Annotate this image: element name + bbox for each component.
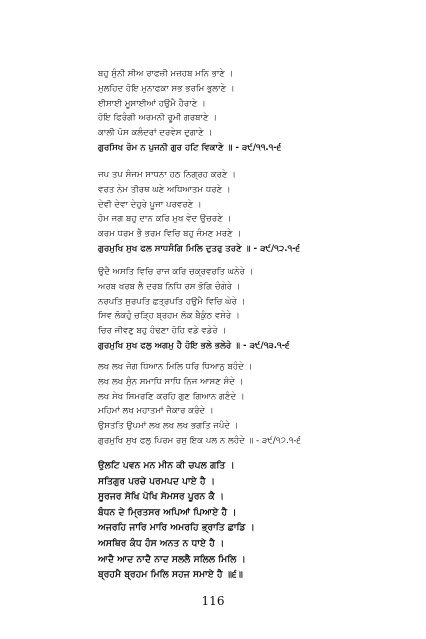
verse-line-closing: ਗੁਰਮੁਖਿ ਸੁਖ ਫਲ ਸਾਧਸੰਗਿ ਮਿਲਿ ਦੁਤਰੁ ਤਰਣੇ ॥ - ੩੯/੧੨.੧-੬ — [98, 243, 301, 254]
verse-line: ਕਾਲੀ ਪੋਸ ਕਲੰਦਰਾਂ ਦਰਵੇਸ ਦੁਗਾਣੇ । — [98, 128, 213, 139]
verse-line: ਅਜਰਹਿ ਜਾਰਿ ਮਾਰਿ ਅਮਰਹਿ ਭ੍ਰਾਤਿ ਛਾਡਿ । — [98, 522, 255, 534]
stanza-3 — [98, 265, 416, 354]
verse-line: ਜਪ ਤਪ ਸੰਜਮ ਸਾਧਨਾ ਹਠ ਨਿਗ੍ਰਹ ਕਰਣੇ । — [98, 170, 236, 180]
verse-line: ਚਿਰ ਜੀਵਣੁ ਬਹੁ ਹੰਢਣਾ ਹੋਹਿ ਵਡੇ ਵਡੇਰੇ । — [98, 326, 227, 337]
verse-line: ਸਤਿਗੁਰ ਪਰਚੇ ਪਰਮਪਦ ਪਾਏ ਹੈ । — [98, 475, 216, 487]
verse-line: ਉਦੈ ਅਸਤਿ ਵਿਚਿ ਰਾਜ ਕਰਿ ਚਕ੍ਰਵਰਤਿ ਘਨੇਰੇ । — [98, 267, 254, 277]
verse-line: ਆਦੈ ਆਦ ਨਾਦੈ ਨਾਦ ਸਲਲੈ ਸਲਿਲ ਮਿਲਿ । — [98, 553, 246, 565]
verse-line: ਈਸਾਈ ਮੂਸਾਈਆਂ ਹਉਮੈ ਹੈਰਾਣੇ । — [98, 98, 206, 109]
verse-line: ਵਰਤ ਨੇਮ ਤੀਰਥ ਘਣੇ ਅਧਿਆਤਮ ਧਰਣੇ । — [98, 184, 231, 195]
page-number: 116 — [201, 594, 225, 608]
verse-line: ਸੂਰਜਰ ਸੋਖਿ ਪੋਖਿ ਸੋਮਸਰ ਪੂਰਨ ਕੈ । — [98, 491, 225, 503]
verse-line: ਸਿਵ ਲੋਕਹੁੰ ਚੜ੍ਹਿ ਬ੍ਰਹਮ ਲੋਕ ਬੈਕੁੰਠ ਵਸੇਰੇ । — [98, 311, 240, 322]
stanza-2 — [98, 168, 416, 257]
stanza-4 — [98, 360, 416, 449]
verse-line: ਕਰਮ ਧਰਮ ਭੈ ਭਰਮ ਵਿਚਿ ਬਹੁ ਜੰਮਣ ਮਰਣੇ । — [98, 229, 242, 240]
verse-line: ਉਸਤਤਿ ਉਪਮਾਂ ਲਖ ਲਖ ਲਖ ਭਗਤਿ ਜਪੰਦੇ । — [98, 421, 239, 432]
verse-line: ਲਖ ਲਖ ਜੋਗ ਧਿਆਨ ਮਿਲਿ ਧਰਿ ਧਿਆਨੁ ਬਹੰਦੇ । — [98, 362, 253, 372]
verse-line: ਉਲਟਿ ਪਵਨ ਮਨ ਮੀਨ ਕੀ ਚਪਲ ਗਤਿ । — [98, 460, 235, 471]
verse-line-closing: ਗੁਰਮੁਖਿ ਸੁਖ ਫਲੁ ਪਿਰਮ ਰਸੁ ਇਕ ਪਲ ਨ ਲਹੰਦੇ ॥ - ੩੯/੧੭.੧-੬ — [98, 435, 301, 446]
verse-line: ਦੇਵੀ ਦੇਵਾ ਦੇਹੁਰੇ ਪੂਜਾ ਪਰਵਰਣੇ । — [98, 199, 202, 210]
verse-line: ਮਹਿਮਾਂ ਲਖ ਮਹਾਤਮਾਂ ਜੈਕਾਰ ਕਰੰਦੇ । — [98, 406, 214, 417]
stanza-5 — [98, 458, 416, 583]
verse-line: ਬੰਧਨ ਦੇ ਮ੍ਰਿਤਸਰ ਅਪਿਆਂ ਪਿਆਏ ਹੈ । — [98, 506, 237, 518]
verse-line: ਨਰਪਤਿ ਸੁਰਪਤਿ ਛਤ੍ਰਪਤਿ ਹਉਮੈ ਵਿਚਿ ਘੇਰੇ । — [98, 296, 246, 307]
verse-line: ਅਰਬ ਖਰਬ ਲੈ ਦਰਬ ਨਿਧਿ ਰਸ ਭੋਗਿ ਚੰਗੇਰੇ । — [98, 281, 241, 292]
verse-line: ਲਖ ਸੇਖ ਸਿਮਰਣਿ ਕਰਹਿ ਗੁਣ ਗਿਆਨ ਗਣੰਦੇ । — [98, 391, 245, 402]
verse-line-closing: ਗੁਰਸਿਖ ਰੋਮ ਨ ਪੁਜਨੀ ਗੁਰ ਹਟਿ ਵਿਕਾਣੇ ॥ - ੩੯/੧੧.੧-੬ — [98, 142, 282, 153]
verse-line: ਮੁਲਹਿਦ ਹੋਇ ਮੁਨਾਫਕਾ ਸਭ ਭਰਮਿ ਭੁਲਾਣੇ । — [98, 83, 235, 94]
verse-line: ਅਸਥਿਰ ਕੰਧ ਹੰਸ ਅਨਤ ਨ ਧਾਏ ਹੈ । — [98, 537, 225, 549]
verse-line: ਬਹੁ ਸੁੰਨੀ ਸੀਅ ਰਾਫਜ਼ੀ ਮਜ਼ਹਬ ਮਨਿ ਭਾਣੇ । — [98, 69, 234, 79]
verse-line: ਹੋਇ ਫਿਰੰਗੀ ਅਰਮਨੀ ਰੂਮੀ ਗਰਬਾਣੇ । — [98, 113, 218, 124]
verse-line-closing: ਬ੍ਰਹਮੈ ਬ੍ਰਹਮ ਮਿਲਿ ਸਹਜ ਸਮਾਏ ਹੈ ॥੬॥ — [98, 569, 243, 581]
verse-line-closing: ਗੁਰਮੁਖਿ ਸੁਖ ਫਲੁ ਅਗਮੁ ਹੈ ਹੋਇ ਭਲੇ ਭਲੇਰੇ ॥ - ੩੯/੧੩.੧-੬ — [98, 340, 290, 351]
verse-line: ਲਖ ਲਖ ਸੁੰਨ ਸਮਾਧਿ ਸਾਧਿ ਨਿਜ ਆਸਣ ਸੰਦੇ । — [98, 376, 244, 387]
verse-line: ਹੋਮ ਜਗ ਬਹੁ ਦਾਨ ਕਰਿ ਮੁਖ ਵੇਦ ਉਚਰਣੇ । — [98, 214, 232, 225]
stanza-1 — [98, 67, 416, 156]
